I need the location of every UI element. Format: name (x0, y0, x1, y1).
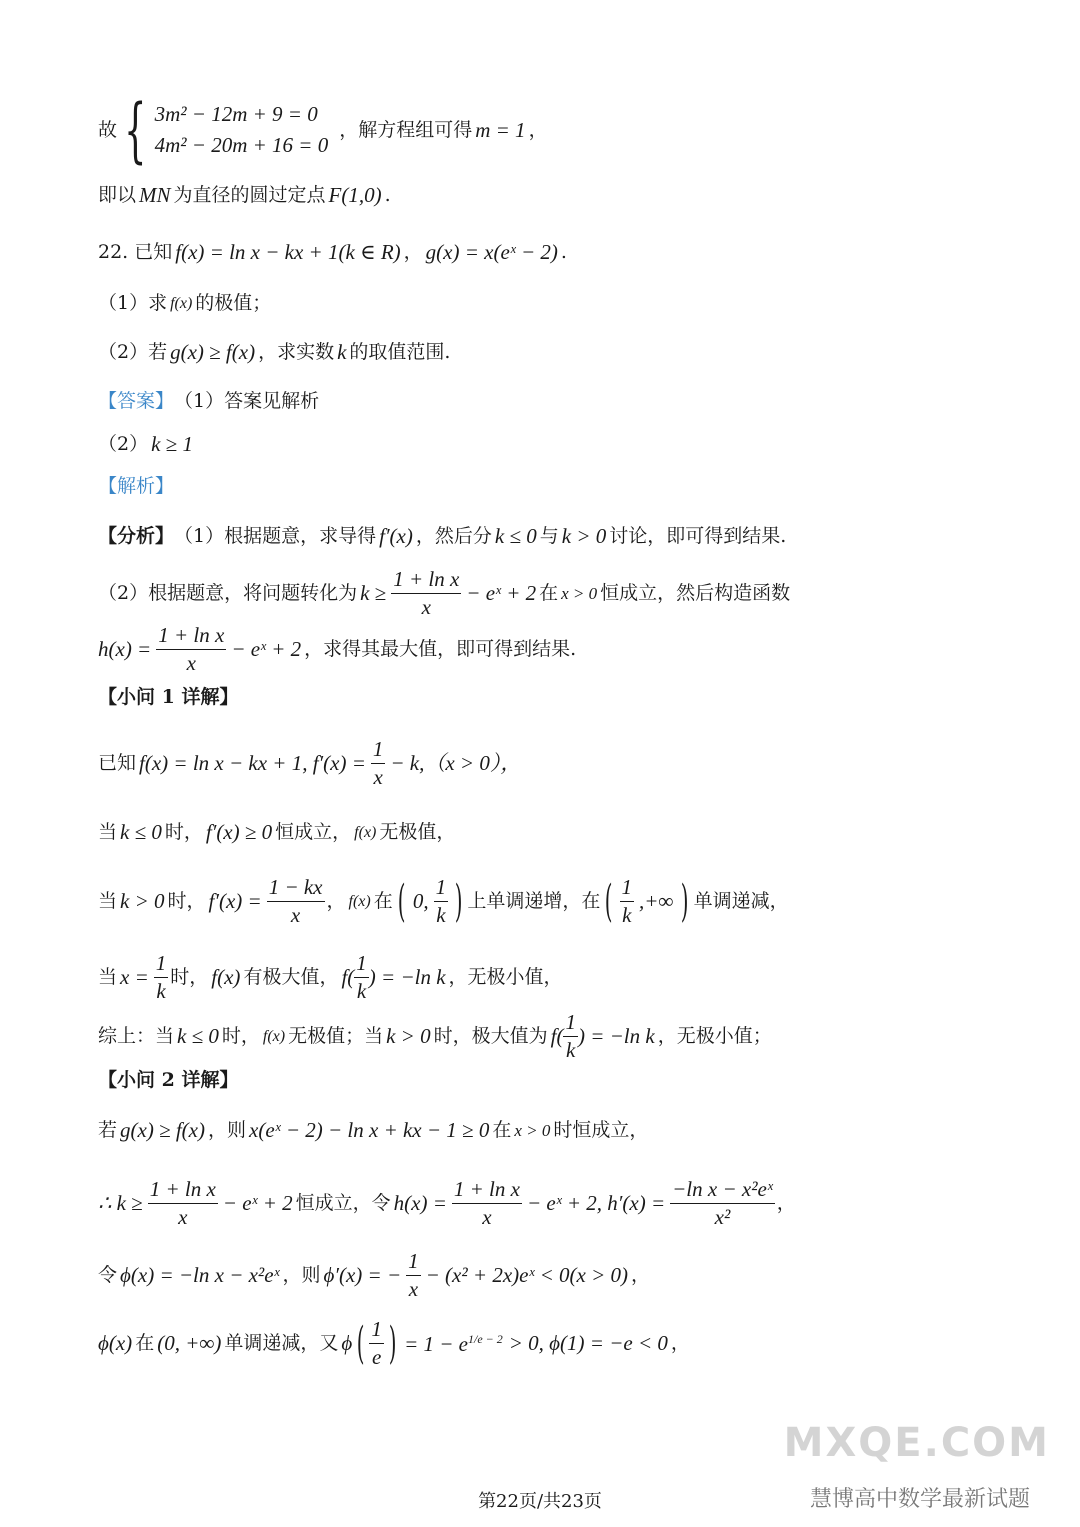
f-definition: f(x) = ln x − kx + 1(k ∈ R) (175, 240, 401, 264)
denominator: k (356, 979, 367, 1004)
f-open: f( (341, 965, 355, 990)
var-k: k (337, 340, 347, 364)
text: ，则 (282, 1264, 321, 1287)
fraction (391, 568, 461, 619)
text: ，然后分 (415, 525, 492, 547)
h-def: h(x) = (393, 1191, 447, 1216)
derivative: f′(x) (379, 524, 413, 548)
case-1: k ≤ 0 (494, 524, 537, 548)
case-2: k > 0 (386, 1024, 431, 1049)
text: 在 (492, 1119, 512, 1141)
numerator: 1 − kx (267, 876, 325, 902)
fraction (156, 624, 226, 675)
text: 若 (98, 1119, 118, 1141)
numerator: 1 + ln x (452, 1178, 522, 1204)
text: 在 (135, 1332, 155, 1355)
numerator: 1 (369, 1318, 384, 1344)
case-1: k ≤ 0 (177, 1024, 219, 1049)
denominator: k (436, 903, 446, 928)
denominator: x (186, 651, 196, 676)
numerator: 1 + ln x (156, 624, 226, 650)
text: 单调递减，又 (224, 1332, 339, 1355)
text: ，无极小值； (657, 1025, 772, 1048)
h-def: h(x) = (98, 637, 152, 662)
text: 令 (98, 1264, 118, 1287)
fraction (148, 1178, 218, 1229)
fraction (670, 1178, 775, 1229)
interval-left: 0, (412, 889, 429, 914)
answer-line-1 (98, 392, 319, 411)
fenxi-tag: 【分析】 (98, 525, 175, 547)
text: 即以 (98, 184, 137, 206)
answer-2: k ≥ 1 (151, 432, 193, 456)
numerator: 1 (371, 738, 386, 764)
sub1-tag-line (98, 688, 238, 707)
numerator: −ln x − x²eˣ (670, 1178, 775, 1204)
s3-line (98, 876, 789, 927)
text: 综上：当 (98, 1025, 175, 1048)
paren-close: ) (681, 875, 689, 927)
expression: x(eˣ − 2) − ln x + kx − 1 ≥ 0 (249, 1118, 490, 1142)
fx: f(x) (262, 1027, 286, 1045)
text: ，则 (208, 1119, 247, 1141)
brace: { (124, 89, 147, 171)
fraction (369, 1318, 384, 1369)
text: （2）若 (98, 341, 168, 363)
max-value: ) = −ln k (368, 965, 446, 990)
derivative-ineq: f′(x) ≥ 0 (205, 820, 273, 844)
fraction (434, 876, 449, 927)
s1-line (98, 738, 524, 789)
text: 单调递减， (693, 890, 789, 913)
fraction (563, 1011, 578, 1062)
denominator: x (373, 765, 383, 790)
text: 上单调递增，在 (467, 890, 601, 913)
conclusion-line (98, 185, 391, 206)
phi: ϕ (341, 1331, 353, 1356)
text: 在 (539, 582, 559, 605)
fraction (354, 952, 369, 1003)
fraction (620, 876, 635, 927)
phi: ϕ(x) (98, 1331, 133, 1356)
text: 讨论，即可得到结果. (609, 525, 787, 547)
text: 当 (98, 966, 118, 989)
text: 时， (221, 1025, 260, 1048)
page-footer: 第22页/共23页 (478, 1491, 602, 1512)
system-body (155, 104, 329, 156)
text: （1）根据题意，求导得 (174, 525, 377, 547)
denominator: e (371, 1345, 382, 1370)
text: 的极值； (195, 292, 272, 314)
f-and-derivative: f(x) = ln x − kx + 1, f′(x) = (139, 751, 366, 776)
s5-line (98, 1011, 772, 1062)
text: 在 (373, 890, 393, 913)
paren-open: ( (397, 875, 406, 927)
expr-tail: − eˣ + 2 (466, 581, 537, 606)
sub2-tag: 【小问 2 详解】 (98, 1069, 239, 1091)
text: 时， (167, 890, 206, 913)
s4-line (98, 952, 563, 1003)
text: 与 (539, 525, 559, 547)
text: 无极值， (379, 821, 456, 843)
expr-tail: − k,（x > 0）， (390, 751, 522, 776)
expr-tail: > 0, ϕ(1) = −e < 0 (508, 1331, 668, 1356)
domain: x > 0 (514, 1121, 551, 1140)
derivative: f′(x) = (208, 889, 262, 914)
denominator: x (290, 903, 301, 928)
answer-line-2 (98, 434, 196, 455)
equation-1: 3m² − 12m + 9 = 0 (154, 102, 318, 126)
f-open: f( (550, 1024, 564, 1049)
fraction (406, 1250, 421, 1301)
numerator: 1 (154, 952, 169, 978)
value: = 1 − e (404, 1331, 468, 1356)
fx-line-2 (98, 568, 790, 619)
text: 无极值；当 (288, 1025, 384, 1048)
system-line (98, 89, 548, 171)
t1-line (98, 1120, 648, 1141)
text: 时， (164, 821, 203, 843)
denominator: k (156, 979, 166, 1004)
case: k ≤ 0 (120, 820, 162, 844)
text: 恒成立，然后构造函数 (600, 582, 791, 605)
paren-close: ) (388, 1317, 397, 1369)
inequality: g(x) ≥ f(x) (170, 340, 256, 364)
phi-def: ϕ(x) = −ln x − x²eˣ (120, 1263, 280, 1288)
denominator: k (566, 1038, 576, 1063)
analysis-tag-line (98, 477, 174, 496)
expr-tail: − eˣ + 2 (231, 637, 302, 662)
text: 时， (170, 966, 209, 989)
exponent: 1/e − 2 (468, 1331, 503, 1346)
text: （2）根据题意，将问题转化为 (98, 582, 358, 605)
text: ， (670, 1332, 690, 1355)
watermark (783, 1420, 1050, 1512)
domain: x > 0 (561, 584, 598, 604)
numerator: 1 (563, 1011, 578, 1037)
sub2-tag-line (98, 1071, 238, 1090)
text: 时，极大值为 (433, 1025, 548, 1048)
numerator: 1 (354, 952, 369, 978)
x-eq: x = (120, 965, 149, 990)
text: ，求得其最大值，即可得到结果. (304, 638, 577, 661)
segment-mn: MN (139, 183, 171, 207)
max-value: ) = −ln k (577, 1024, 655, 1049)
fraction (452, 1178, 522, 1229)
inequality: g(x) ≥ f(x) (120, 1118, 205, 1142)
case: k > 0 (120, 889, 165, 914)
result: m = 1 (475, 117, 526, 142)
analysis-tag: 【解析】 (98, 475, 175, 497)
watermark-name: 慧博高中数学最新试题 (809, 1487, 1030, 1512)
text: ， (528, 118, 548, 141)
case-2: k > 0 (561, 524, 607, 548)
t3-line (98, 1250, 650, 1301)
k-ineq: k ≥ (360, 581, 387, 606)
numerator: 1 (406, 1250, 421, 1276)
paren-close: ) (454, 875, 463, 927)
text: . (560, 241, 567, 263)
text: ，求实数 (258, 341, 335, 363)
therefore-k: ∴ k ≥ (98, 1191, 143, 1216)
equation-system (117, 89, 331, 171)
text: 恒成立，令 (295, 1192, 391, 1215)
expr-tail: − eˣ + 2 (222, 1191, 293, 1216)
text: 时恒成立， (553, 1119, 649, 1141)
question-22 (98, 242, 567, 263)
h-def-line (98, 624, 576, 675)
fx: f(x) (354, 823, 377, 841)
text: ， (631, 1264, 651, 1287)
sub1-tag: 【小问 1 详解】 (98, 686, 239, 708)
watermark-url: MXQE.COM (783, 1420, 1050, 1466)
text: 为直径的圆过定点 (173, 184, 326, 206)
expr-tail: − (x² + 2x)eˣ < 0(x > 0) (425, 1263, 629, 1288)
phi-derivative: ϕ′(x) = − (323, 1263, 402, 1288)
text: ，无极小值， (448, 966, 563, 989)
text: ， (326, 890, 346, 913)
numerator: 1 + ln x (148, 1178, 218, 1204)
text: （1）求 (98, 292, 168, 314)
t2-line (98, 1178, 796, 1229)
text: （2） (98, 433, 149, 455)
text: 恒成立， (275, 821, 352, 843)
fx: f(x) (170, 294, 193, 312)
g-definition: g(x) = x(eˣ − 2) (425, 240, 558, 264)
question-number: 22. 已知 (98, 241, 173, 263)
text: 已知 (98, 752, 137, 775)
text: （1）答案见解析 (174, 390, 320, 412)
paren-open: ( (356, 1317, 365, 1369)
text: . (384, 184, 391, 206)
t4-line (98, 1318, 690, 1369)
fx: f(x) (348, 892, 371, 910)
denominator: x (482, 1205, 492, 1230)
equation-2: 4m² − 20m + 16 = 0 (154, 133, 329, 157)
numerator: 1 (620, 876, 635, 902)
text: 故 (98, 118, 118, 141)
part-1 (98, 294, 271, 313)
text: 有极大值， (243, 966, 339, 989)
s2-line (98, 822, 455, 843)
numerator: 1 (434, 876, 449, 902)
text: 当 (98, 890, 118, 913)
fraction (267, 876, 325, 927)
paren-open: ( (605, 875, 613, 927)
answer-tag: 【答案】 (98, 390, 175, 412)
text: 当 (98, 821, 118, 843)
interval-right: ,+∞ (639, 889, 674, 914)
text: ， (776, 1192, 796, 1215)
text: 的取值范围. (349, 341, 451, 363)
text: ，解方程组可得 (339, 118, 473, 141)
fraction (371, 738, 386, 789)
expr-tail: − eˣ + 2, h′(x) = (526, 1191, 666, 1216)
fraction (154, 952, 169, 1003)
fixed-point: F(1,0) (328, 183, 382, 207)
fx-line-1 (98, 526, 786, 547)
denominator: x (408, 1277, 419, 1302)
numerator: 1 + ln x (391, 568, 461, 594)
part-2 (98, 342, 450, 363)
denominator: x (421, 595, 431, 620)
denominator: x² (714, 1205, 731, 1230)
fx: f(x) (211, 965, 241, 990)
denominator: k (622, 903, 632, 928)
denominator: x (178, 1205, 188, 1230)
interval: (0, +∞) (157, 1331, 222, 1356)
text: ， (403, 241, 423, 263)
